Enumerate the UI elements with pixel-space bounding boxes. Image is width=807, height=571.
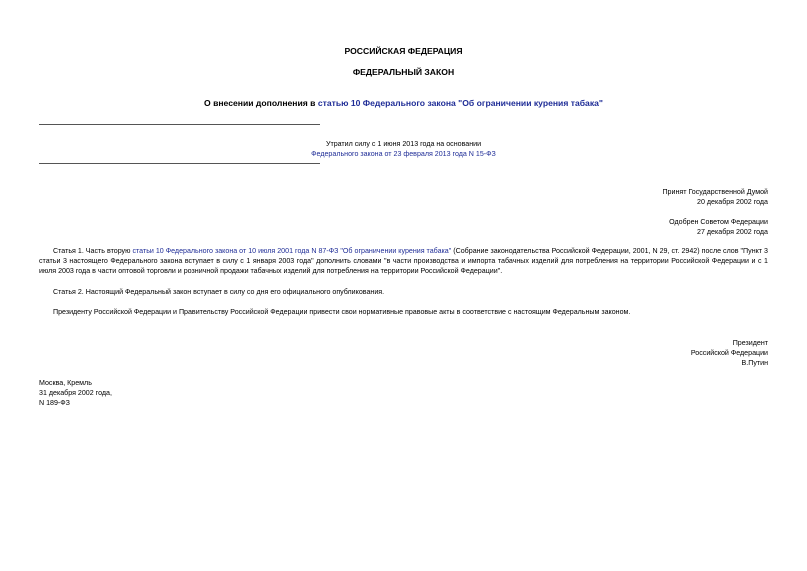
duma-adoption-date: 20 декабря 2002 года xyxy=(697,198,768,206)
law-title xyxy=(39,98,768,108)
signature-title: Президент xyxy=(732,339,768,347)
signature-name: В.Путин xyxy=(741,359,768,367)
signature-country: Российской Федерации xyxy=(690,349,768,357)
article-1-link[interactable]: статьи 10 Федерального закона от 10 июля 2001 года N 87-ФЗ "Об ограничении курения табака" xyxy=(132,247,452,255)
repeal-note-line1: Утратил силу с 1 июня 2013 года на основании xyxy=(325,140,482,148)
law-title-link[interactable]: статью 10 Федерального закона "Об ограничении курения табака" xyxy=(317,98,603,108)
repeal-law-link[interactable]: Федерального закона от 23 февраля 2013 года N 15-ФЗ xyxy=(311,150,496,158)
council-approval-label: Одобрен Советом Федерации xyxy=(669,218,768,226)
duma-adoption xyxy=(662,187,768,207)
law-title-prefix: О внесении дополнения в xyxy=(204,98,318,108)
place-date-block xyxy=(39,378,112,408)
law-type-heading: ФЕДЕРАЛЬНЫЙ ЗАКОН xyxy=(352,67,455,77)
repeal-note xyxy=(39,149,768,159)
article-2: Статья 2. Настоящий Федеральный закон вступает в силу со дня его официального опубликования. xyxy=(53,288,385,296)
signing-date: 31 декабря 2002 года, xyxy=(39,389,112,397)
signature-block xyxy=(691,338,768,368)
article-1 xyxy=(39,246,768,276)
divider-bottom xyxy=(39,163,320,164)
closing-instruction: Президенту Российской Федерации и Правительству Российской Федерации привести свои нормативные правовые акты в соответствие с настоящим Федеральным законом. xyxy=(53,308,631,316)
article-1-text: (Собрание законодательства Российской Федерации, 2001, N 29, ст. 2942) после слов "Пункт 3 статьи 3 настоящего Федерального закона вступает в силу с 1 января 2003 года" дополнить словами "в части производства и импорта табачных изделий для потребления на территории Российской Федерации и с 1 июля 2003 года в части оптовой торговли и розничной продажи табачных изделий для потребления на территории Российской Федерации". xyxy=(39,247,768,275)
council-approval-date: 27 декабря 2002 года xyxy=(697,228,768,236)
duma-adoption-label: Принят Государственной Думой xyxy=(662,188,768,196)
article-1-prefix: Статья 1. Часть вторую xyxy=(53,247,133,255)
law-number: N 189-ФЗ xyxy=(39,399,70,407)
council-approval xyxy=(669,217,768,237)
country-heading: РОССИЙСКАЯ ФЕДЕРАЦИЯ xyxy=(344,46,463,56)
divider-top xyxy=(39,124,320,125)
signing-place: Москва, Кремль xyxy=(39,379,92,387)
